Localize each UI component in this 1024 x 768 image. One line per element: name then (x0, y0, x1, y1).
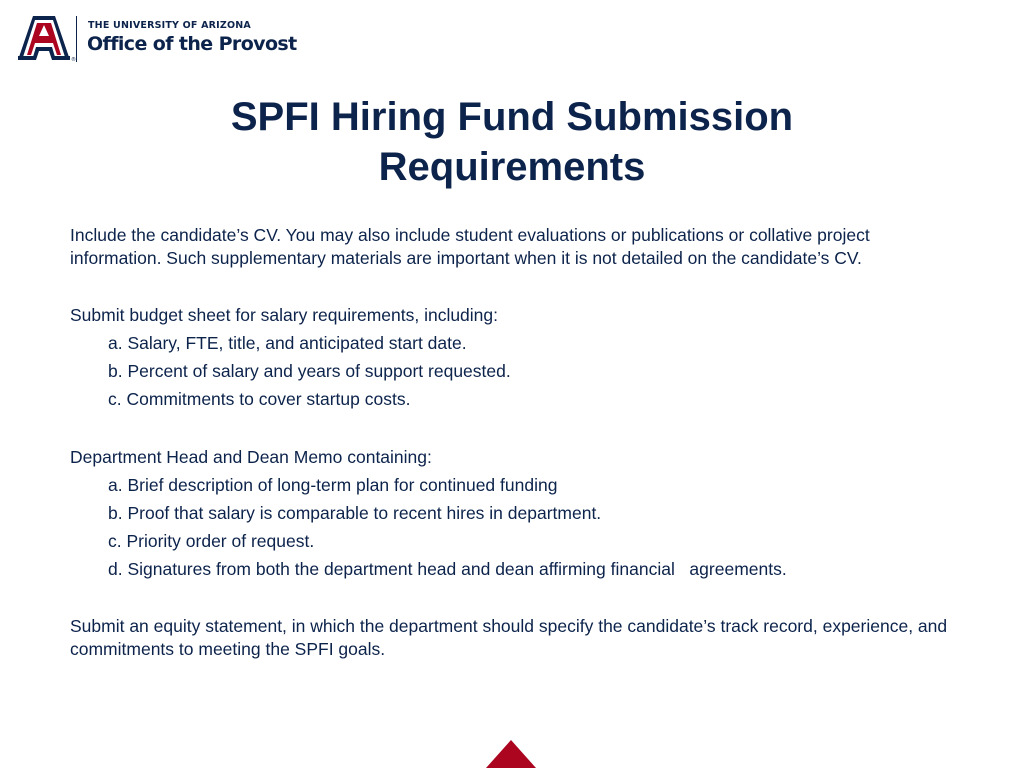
memo-item: b. Proof that salary is comparable to recent hires in department. (108, 503, 602, 523)
budget-item: b. Percent of salary and years of support requested. (108, 361, 511, 381)
university-of-arizona-a-logo-icon (16, 14, 76, 63)
budget-heading: Submit budget sheet for salary requirements, including: (70, 305, 499, 325)
red-triangle-decoration (486, 740, 536, 768)
slide-title: SPFI Hiring Fund Submission Requirements (230, 95, 794, 189)
budget-item: c. Commitments to cover startup costs. (108, 389, 411, 409)
memo-heading: Department Head and Dean Memo containing: (70, 447, 432, 467)
svg-text:®: ® (71, 57, 76, 63)
budget-section (70, 301, 950, 413)
memo-section (70, 443, 950, 583)
cv-paragraph: Include the candidate’s CV. You may also include student evaluations or publications or collative project information. Such supplementary materials are important when it is not detailed on the candidate’s CV. (70, 225, 870, 268)
university-name: THE UNIVERSITY OF ARIZONA (88, 20, 251, 31)
office-name: Office of the Provost (87, 33, 297, 55)
header-logo (16, 14, 306, 64)
equity-paragraph: Submit an equity statement, in which the department should specify the candidate’s track record, experience, and commitments to meeting the SPFI goals. (70, 616, 948, 659)
logo-divider (76, 16, 77, 62)
slide-body (70, 224, 950, 660)
memo-item: a. Brief description of long-term plan for continued funding (108, 475, 558, 495)
memo-item: d. Signatures from both the department head and dean affirming financial agreements. (108, 559, 787, 579)
budget-item: a. Salary, FTE, title, and anticipated start date. (108, 333, 467, 353)
memo-item: c. Priority order of request. (108, 531, 315, 551)
